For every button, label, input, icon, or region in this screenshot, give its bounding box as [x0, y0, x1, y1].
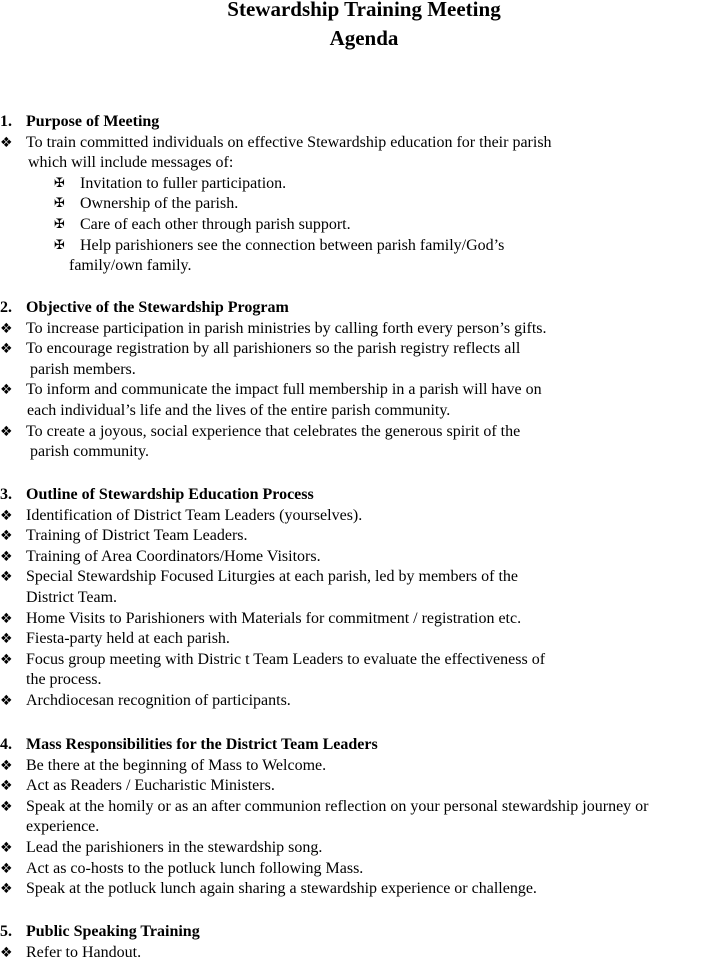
- diamond-bullet-icon: ❖: [0, 860, 13, 877]
- diamond-bullet-icon: ❖: [0, 778, 13, 795]
- section-outline: [0, 485, 728, 712]
- list-item-text: Home Visits to Parishioners with Materials for commitment / registration etc.: [26, 609, 522, 627]
- list-item: [0, 526, 728, 547]
- list-item-text: Lead the parishioners in the stewardship song.: [26, 838, 323, 856]
- list-item-text: Speak at the homily or as an after communion reflection on your personal stewardship journey or: [26, 797, 649, 815]
- diamond-bullet-icon: ❖: [0, 134, 13, 151]
- section-title: Public Speaking Training: [26, 923, 200, 940]
- cross-bullet-icon: ✠: [54, 175, 65, 191]
- list-item-text: Speak at the potluck lunch again sharing a stewardship experience or challenge.: [26, 880, 537, 898]
- list-item: [0, 879, 728, 900]
- cross-bullet-icon: ✠: [54, 216, 65, 232]
- sub-list-item: [0, 236, 728, 257]
- section-number: 5.: [0, 923, 12, 940]
- list-item-text: To train committed individuals on effective Stewardship education for their parish: [26, 133, 552, 151]
- cross-bullet-icon: ✠: [54, 237, 65, 253]
- list-item: [0, 319, 728, 340]
- list-item: [0, 859, 728, 880]
- list-item-text: To create a joyous, social experience that celebrates the generous spirit of the: [26, 422, 521, 440]
- list-item-text: To increase participation in parish ministries by calling forth every person’s gifts.: [26, 319, 547, 337]
- list-item: [0, 691, 728, 712]
- section-mass-responsibilities: [0, 735, 728, 900]
- section-title: Outline of Stewardship Education Process: [26, 486, 314, 503]
- list-item: [0, 650, 728, 671]
- section-heading: [0, 112, 728, 133]
- list-item-text: Focus group meeting with Distric t Team Leaders to evaluate the effectiveness of: [26, 650, 546, 668]
- section-number: 4.: [0, 736, 12, 753]
- list-item: [0, 567, 728, 588]
- section-title: Purpose of Meeting: [26, 113, 160, 130]
- list-item-text: Special Stewardship Focused Liturgies at each parish, led by members of the: [26, 568, 519, 586]
- list-item: [0, 776, 728, 797]
- cross-bullet-icon: ✠: [54, 196, 65, 212]
- diamond-bullet-icon: ❖: [0, 528, 13, 545]
- section-public-speaking: [0, 922, 728, 963]
- diamond-bullet-icon: ❖: [0, 651, 13, 668]
- list-item: [0, 380, 728, 401]
- list-item-text: Be there at the beginning of Mass to Welcome.: [26, 756, 327, 774]
- diamond-bullet-icon: ❖: [0, 798, 13, 815]
- diamond-bullet-icon: ❖: [0, 839, 13, 856]
- list-item-text: Identification of District Team Leaders (yourselves).: [26, 506, 363, 524]
- list-item: [0, 422, 728, 443]
- section-number: 2.: [0, 299, 12, 316]
- list-item-text: Fiesta-party held at each parish.: [26, 630, 230, 648]
- list-item-text: Archdiocesan recognition of participants.: [26, 691, 291, 709]
- diamond-bullet-icon: ❖: [0, 944, 13, 961]
- list-item-continuation: District Team.: [26, 588, 118, 606]
- list-item-continuation: the process.: [26, 671, 102, 689]
- list-item: [0, 547, 728, 568]
- diamond-bullet-icon: ❖: [0, 548, 13, 565]
- diamond-bullet-icon: ❖: [0, 320, 13, 337]
- diamond-bullet-icon: ❖: [0, 382, 13, 399]
- diamond-bullet-icon: ❖: [0, 507, 13, 524]
- sub-list-item: [0, 215, 728, 236]
- sub-list-item-continuation: family/own family.: [69, 257, 192, 275]
- sub-list-item-text: Ownership of the parish.: [80, 195, 239, 213]
- list-item-text: Act as Readers / Eucharistic Ministers.: [26, 777, 275, 795]
- list-item: [0, 629, 728, 650]
- list-item-text: Training of Area Coordinators/Home Visitors.: [26, 547, 321, 565]
- list-item-text: To encourage registration by all parishioners so the parish registry reflects all: [26, 340, 521, 358]
- document-subtitle: Agenda: [329, 26, 399, 50]
- diamond-bullet-icon: ❖: [0, 757, 13, 774]
- diamond-bullet-icon: ❖: [0, 692, 13, 709]
- section-number: 3.: [0, 486, 12, 503]
- list-item: [0, 838, 728, 859]
- section-objective: [0, 298, 728, 463]
- section-title: Mass Responsibilities for the District Team Leaders: [26, 736, 378, 753]
- list-item: [0, 943, 728, 963]
- diamond-bullet-icon: ❖: [0, 341, 13, 358]
- sub-list-item-text: Care of each other through parish support.: [80, 215, 351, 233]
- list-item-continuation: experience.: [26, 818, 100, 836]
- section-number: 1.: [0, 113, 12, 130]
- sub-list-item-text: Invitation to fuller participation.: [80, 174, 287, 192]
- section-heading: [0, 485, 728, 506]
- diamond-bullet-icon: ❖: [0, 569, 13, 586]
- list-item-continuation: parish members.: [30, 360, 136, 378]
- diamond-bullet-icon: ❖: [0, 631, 13, 648]
- list-item: [0, 756, 728, 777]
- list-item: [0, 506, 728, 527]
- document-title: Stewardship Training Meeting: [227, 0, 501, 21]
- section-purpose: [0, 112, 728, 277]
- diamond-bullet-icon: ❖: [0, 881, 13, 898]
- list-item-text: Act as co-hosts to the potluck lunch following Mass.: [26, 859, 364, 877]
- list-item: [0, 609, 728, 630]
- list-item-continuation: parish community.: [30, 443, 149, 461]
- diamond-bullet-icon: ❖: [0, 423, 13, 440]
- section-heading: [0, 298, 728, 319]
- list-item-text: Training of District Team Leaders.: [26, 527, 248, 545]
- sub-list-item: [0, 194, 728, 215]
- sub-list-item-text: Help parishioners see the connection between parish family/God’s: [80, 236, 505, 254]
- section-title: Objective of the Stewardship Program: [26, 299, 289, 316]
- list-item-text: Refer to Handout.: [26, 943, 142, 961]
- list-item: [0, 339, 728, 360]
- list-item: [0, 133, 728, 154]
- list-item-text: To inform and communicate the impact full membership in a parish will have on: [26, 381, 542, 399]
- list-item-continuation: each individual’s life and the lives of the entire parish community.: [27, 401, 451, 419]
- diamond-bullet-icon: ❖: [0, 610, 13, 627]
- list-item-continuation: which will include messages of:: [28, 154, 234, 172]
- list-item: [0, 797, 728, 818]
- sub-list-item: [0, 174, 728, 195]
- section-heading: [0, 922, 728, 943]
- section-heading: [0, 735, 728, 756]
